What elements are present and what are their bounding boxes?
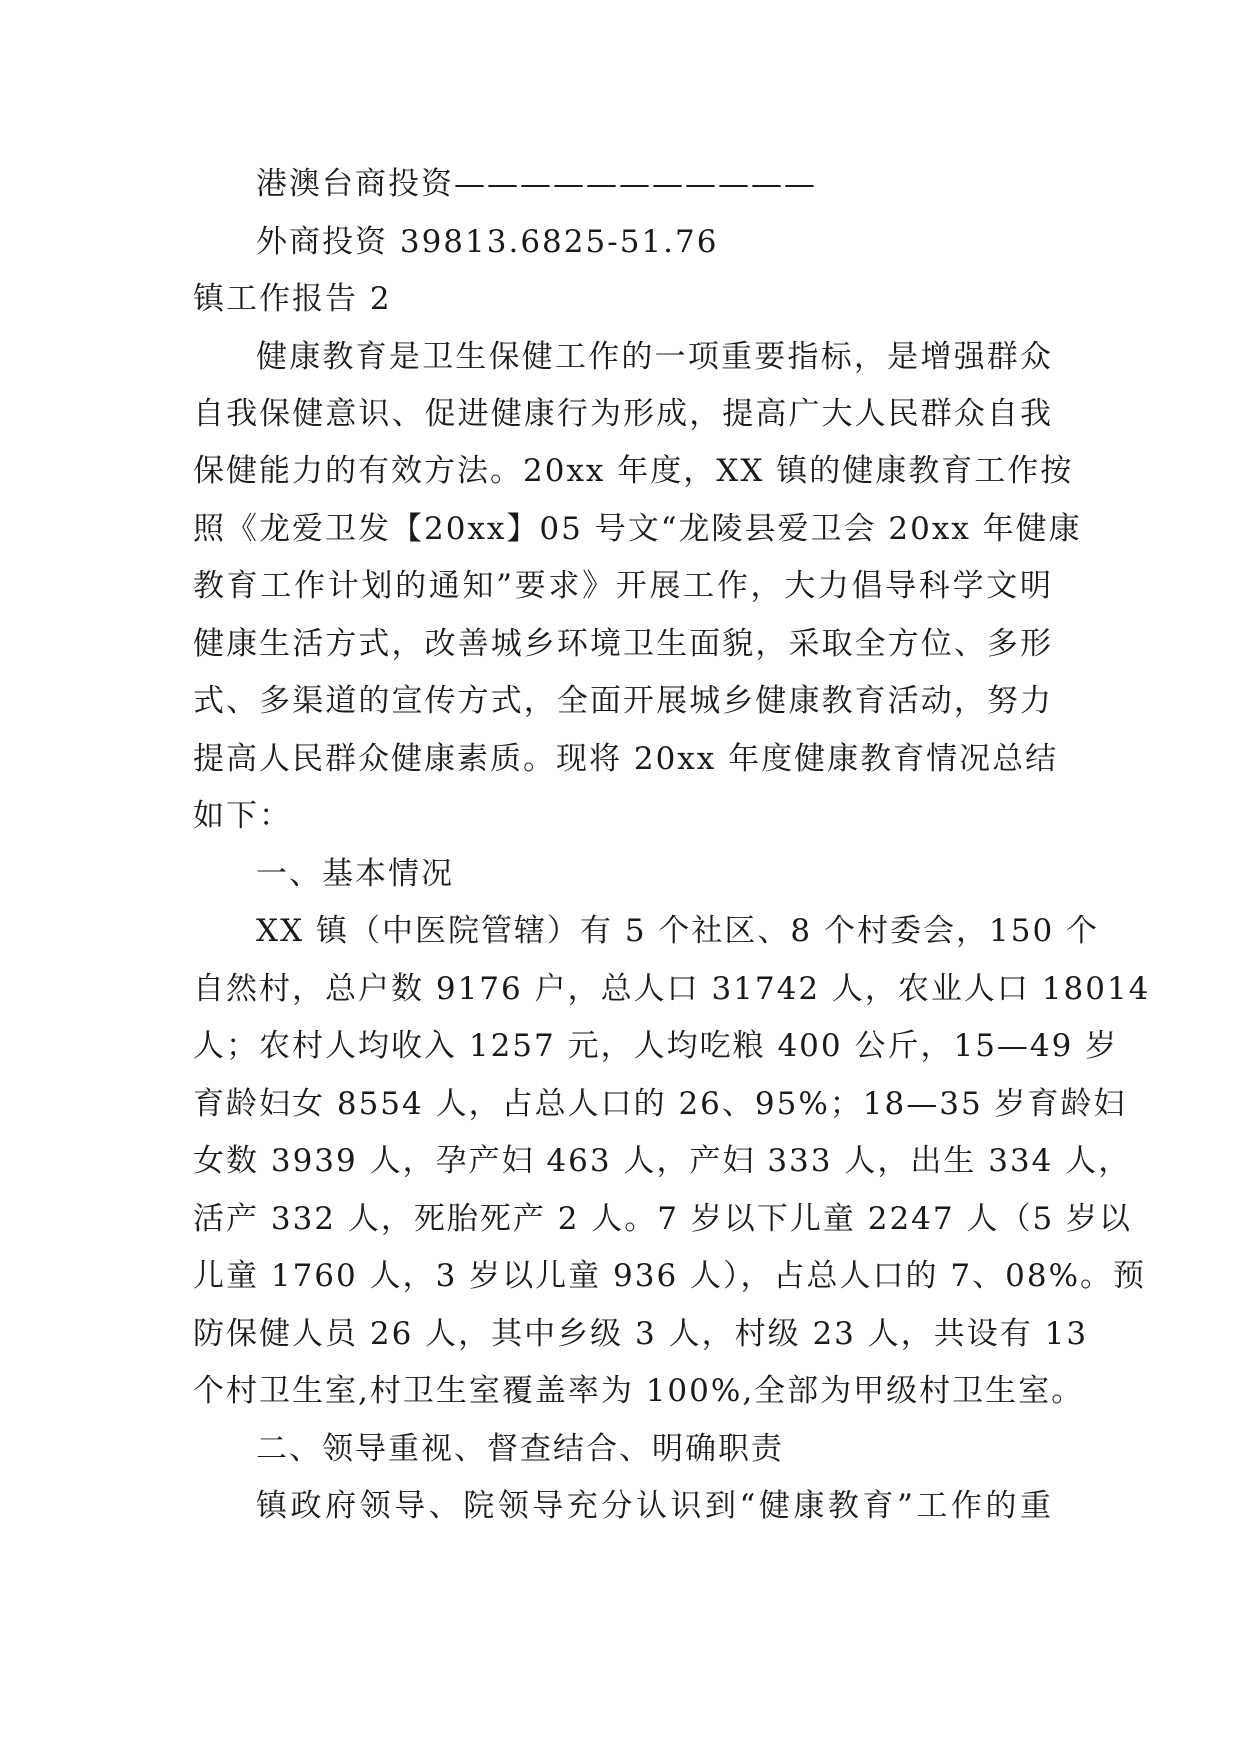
subheading: 二、领导重视、督查结合、明确职责 — [256, 1431, 784, 1467]
text-line: 健康生活方式，改善城乡环境卫生面貌，采取全方位、多形 — [193, 626, 1053, 662]
text-line: 提高人民群众健康素质。现将 20xx 年度健康教育情况总结 — [193, 741, 1059, 777]
text-line: 照《龙爱卫发【20xx】05 号文“龙陵县爱卫会 20xx 年健康 — [193, 511, 1082, 547]
text-line: 活产 332 人，死胎死产 2 人。7 岁以下儿童 2247 人（5 岁以 — [193, 1201, 1133, 1237]
text-line: 外商投资 39813.6825-51.76 — [256, 224, 719, 260]
text-line: XX 镇（中医院管辖）有 5 个社区、8 个村委会，150 个 — [256, 913, 1100, 949]
text-line: 自我保健意识、促进健康行为形成，提高广大人民群众自我 — [193, 396, 1053, 432]
text-line: 儿童 1760 人，3 岁以儿童 936 人），占总人口的 7、08%。预 — [193, 1258, 1147, 1294]
text-line: 自然村，总户数 9176 户，总人口 31742 人，农业人口 18014 — [193, 971, 1151, 1007]
text-line: 镇政府领导、院领导充分认识到“健康教育”工作的重 — [256, 1488, 1053, 1524]
text-line: 女数 3939 人，孕产妇 463 人，产妇 333 人，出生 334 人， — [193, 1143, 1132, 1179]
text-line: 教育工作计划的通知”要求》开展工作，大力倡导科学文明 — [193, 568, 1053, 604]
text-line: 如下： — [193, 798, 292, 834]
text-line: 防保健人员 26 人，其中乡级 3 人，村级 23 人，共设有 13 — [193, 1316, 1089, 1352]
text-line: 育龄妇女 8554 人，占总人口的 26、95%；18—35 岁育龄妇 — [193, 1086, 1127, 1122]
section-heading: 镇工作报告 2 — [193, 281, 392, 317]
subheading: 一、基本情况 — [256, 856, 454, 892]
text-line: 式、多渠道的宣传方式，全面开展城乡健康教育活动，努力 — [193, 683, 1053, 719]
text-line: 个村卫生室,村卫生室覆盖率为 100%,全部为甲级村卫生室。 — [193, 1373, 1085, 1409]
text-line: 人；农村人均收入 1257 元，人均吃粮 400 公斤，15—49 岁 — [193, 1028, 1119, 1064]
text-line: 保健能力的有效方法。20xx 年度，XX 镇的健康教育工作按 — [193, 453, 1074, 489]
text-line: 港澳台商投资——————————— — [256, 166, 817, 202]
text-line: 健康教育是卫生保健工作的一项重要指标，是增强群众 — [256, 339, 1053, 375]
